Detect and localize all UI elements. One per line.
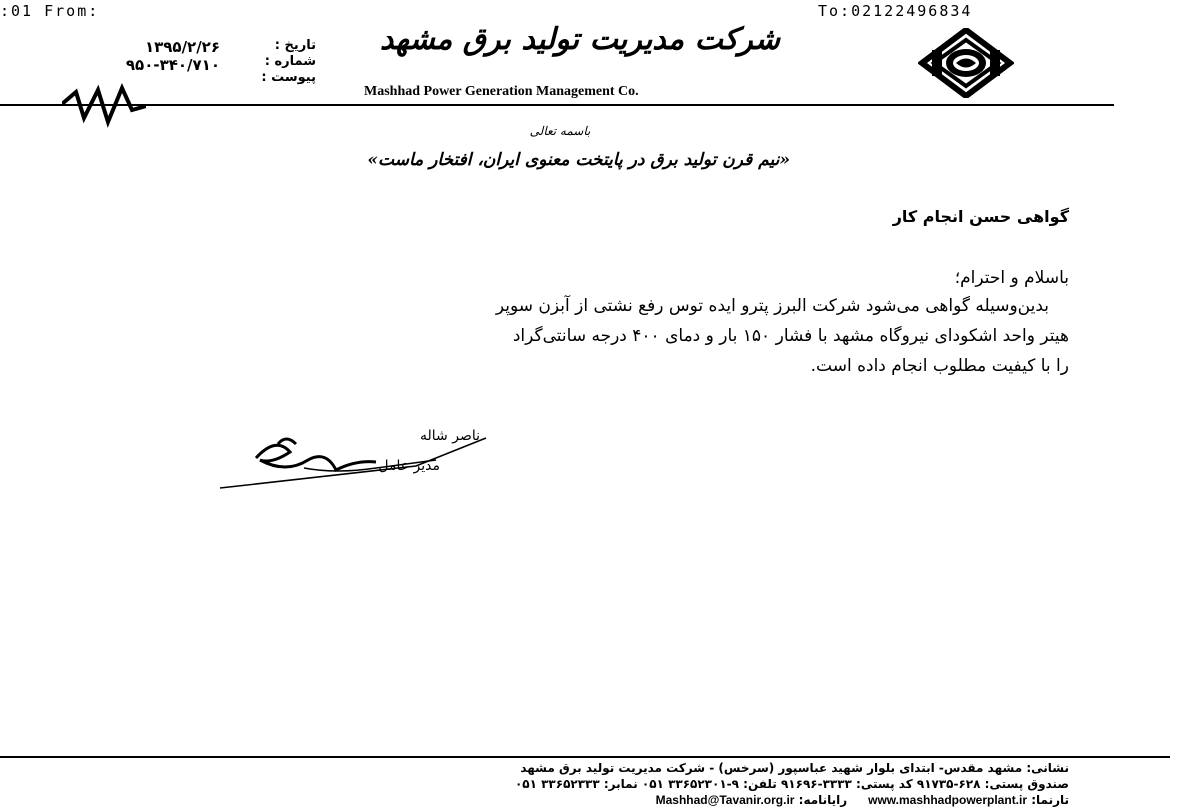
email-link[interactable]: Mashhad@Tavanir.org.ir — [655, 793, 795, 807]
number-label: شماره : — [264, 54, 316, 69]
signer-name: ناصر شاله — [420, 428, 480, 444]
zigzag-mark-icon — [62, 82, 146, 128]
letter-meta-values — [60, 38, 220, 74]
basmala: باسمه تعالی — [529, 124, 591, 138]
footer-address: نشانی: مشهد مقدس- ابتدای بلوار شهید عباسپور (سرخس) - شرکت مدیریت تولید برق مشهد — [520, 761, 1069, 775]
letter-body-line: را با کیفیت مطلوب انجام داده است. — [810, 356, 1069, 376]
fax-header-from: :01 From: — [0, 2, 100, 20]
company-name-persian: شرکت مدیریت تولید برق مشهد — [379, 22, 780, 57]
number-value: ۹۵۰-۳۴۰/۷۱۰ — [125, 56, 220, 74]
company-motto: «نیم قرن تولید برق در پایتخت معنوی ایران، افتخار ماست» — [367, 150, 790, 170]
letter-title: گواهی حسن انجام کار — [892, 207, 1069, 226]
letter-meta-labels — [236, 38, 316, 86]
footer-divider — [0, 756, 1170, 758]
attachment-label: پیوست : — [261, 70, 316, 85]
footer-contact: صندوق پستی: ۶۲۸-۹۱۷۳۵ کد پستی: ۳۳۳۳-۹۱۶۹۶ تلفن: ۹-۳۳۶۵۲۳۰۱ ۰۵۱ نمابر: ۳۳۶۵۲۳۳۳ ۰۵۱ — [514, 777, 1069, 791]
fax-header-to: To:02122496834 — [818, 2, 973, 20]
email-label: تارنما: — [1031, 793, 1069, 807]
header-divider — [0, 104, 1114, 106]
company-emblem-icon — [918, 28, 1014, 98]
letter-body-line: بدین‌وسیله گواهی می‌شود شرکت البرز پترو ایده توس رفع نشتی از آبزن سوپر — [495, 296, 1049, 316]
signer-role: مدیر عامل — [378, 458, 440, 474]
date-label: تاریخ : — [274, 38, 316, 53]
website-link[interactable]: www.mashhadpowerplant.ir — [868, 793, 1028, 807]
letter-body-line: هیتر واحد اشکودای نیروگاه مشهد با فشار ۱۵۰ بار و دمای ۴۰۰ درجه سانتی‌گراد — [512, 326, 1069, 346]
website-label: رایانامه: — [798, 793, 848, 807]
company-name-english: Mashhad Power Generation Management Co. — [364, 84, 639, 99]
letter-greeting: باسلام و احترام؛ — [954, 268, 1069, 288]
footer-web-email — [656, 793, 1069, 807]
date-value: ۱۳۹۵/۲/۲۶ — [144, 38, 220, 56]
